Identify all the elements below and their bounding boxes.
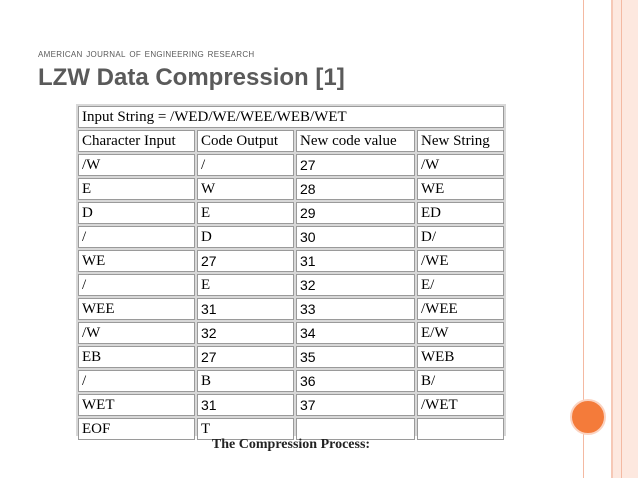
cell-new-string: ED bbox=[417, 202, 504, 224]
cell-code-output: T bbox=[197, 418, 294, 440]
table-row bbox=[78, 154, 504, 176]
cell-character-input: / bbox=[78, 274, 195, 296]
decor-bar-band bbox=[611, 0, 638, 478]
slide-subtitle: american journal of engineering research bbox=[38, 46, 255, 60]
cell-character-input: / bbox=[78, 226, 195, 248]
cell-character-input: /W bbox=[78, 154, 195, 176]
cell-code-output: 27 bbox=[197, 346, 294, 368]
table-row bbox=[78, 394, 504, 416]
cell-code-output: / bbox=[197, 154, 294, 176]
cell-new-string: /WE bbox=[417, 250, 504, 272]
table-row bbox=[78, 298, 504, 320]
cell-new-code-value: 34 bbox=[296, 322, 415, 344]
cell-code-output: E bbox=[197, 274, 294, 296]
cell-new-code-value: 37 bbox=[296, 394, 415, 416]
slide-title: LZW Data Compression [1] bbox=[38, 64, 345, 91]
table-row bbox=[78, 226, 504, 248]
decor-bar-edge bbox=[611, 0, 613, 478]
header-row bbox=[78, 130, 504, 152]
cell-code-output: 31 bbox=[197, 394, 294, 416]
table-row bbox=[78, 178, 504, 200]
cell-character-input: WE bbox=[78, 250, 195, 272]
cell-new-string: E/ bbox=[417, 274, 504, 296]
input-string-row bbox=[78, 106, 504, 128]
cell-new-code-value: 29 bbox=[296, 202, 415, 224]
table-caption: The Compression Process: bbox=[211, 437, 371, 452]
cell-new-string: B/ bbox=[417, 370, 504, 392]
cell-character-input: D bbox=[78, 202, 195, 224]
cell-new-code-value: 30 bbox=[296, 226, 415, 248]
table-row bbox=[78, 274, 504, 296]
decor-bar-right bbox=[621, 0, 622, 478]
cell-character-input: / bbox=[78, 370, 195, 392]
cell-new-string: /W bbox=[417, 154, 504, 176]
cell-character-input: EB bbox=[78, 346, 195, 368]
cell-new-code-value: 31 bbox=[296, 250, 415, 272]
table-row bbox=[78, 370, 504, 392]
cell-code-output: 27 bbox=[197, 250, 294, 272]
table-row bbox=[78, 322, 504, 344]
cell-new-string: D/ bbox=[417, 226, 504, 248]
cell-new-string: /WEE bbox=[417, 298, 504, 320]
cell-new-code-value: 28 bbox=[296, 178, 415, 200]
cell-code-output: 32 bbox=[197, 322, 294, 344]
cell-new-string: WEB bbox=[417, 346, 504, 368]
cell-code-output: 31 bbox=[197, 298, 294, 320]
cell-new-code-value: 35 bbox=[296, 346, 415, 368]
header-code-output: Code Output bbox=[197, 130, 294, 152]
cell-code-output: E bbox=[197, 202, 294, 224]
header-new-code-value: New code value bbox=[296, 130, 415, 152]
decor-circle bbox=[570, 399, 606, 435]
cell-new-code-value: 27 bbox=[296, 154, 415, 176]
cell-new-code-value: 36 bbox=[296, 370, 415, 392]
header-character-input: Character Input bbox=[78, 130, 195, 152]
cell-code-output: W bbox=[197, 178, 294, 200]
cell-character-input: EOF bbox=[78, 418, 195, 440]
cell-character-input: E bbox=[78, 178, 195, 200]
cell-new-string: /WET bbox=[417, 394, 504, 416]
table-row bbox=[78, 250, 504, 272]
header-new-string: New String bbox=[417, 130, 504, 152]
cell-new-code-value: 32 bbox=[296, 274, 415, 296]
input-string-cell: Input String = /WED/WE/WEE/WEB/WET bbox=[78, 106, 504, 128]
cell-new-code-value: 33 bbox=[296, 298, 415, 320]
cell-code-output: B bbox=[197, 370, 294, 392]
table-row bbox=[78, 202, 504, 224]
cell-code-output: D bbox=[197, 226, 294, 248]
cell-character-input: WEE bbox=[78, 298, 195, 320]
cell-new-string: WE bbox=[417, 178, 504, 200]
table-row bbox=[78, 346, 504, 368]
cell-new-string: E/W bbox=[417, 322, 504, 344]
compression-table bbox=[76, 104, 506, 442]
cell-character-input: WET bbox=[78, 394, 195, 416]
cell-character-input: /W bbox=[78, 322, 195, 344]
compression-table-wrap bbox=[76, 104, 506, 436]
